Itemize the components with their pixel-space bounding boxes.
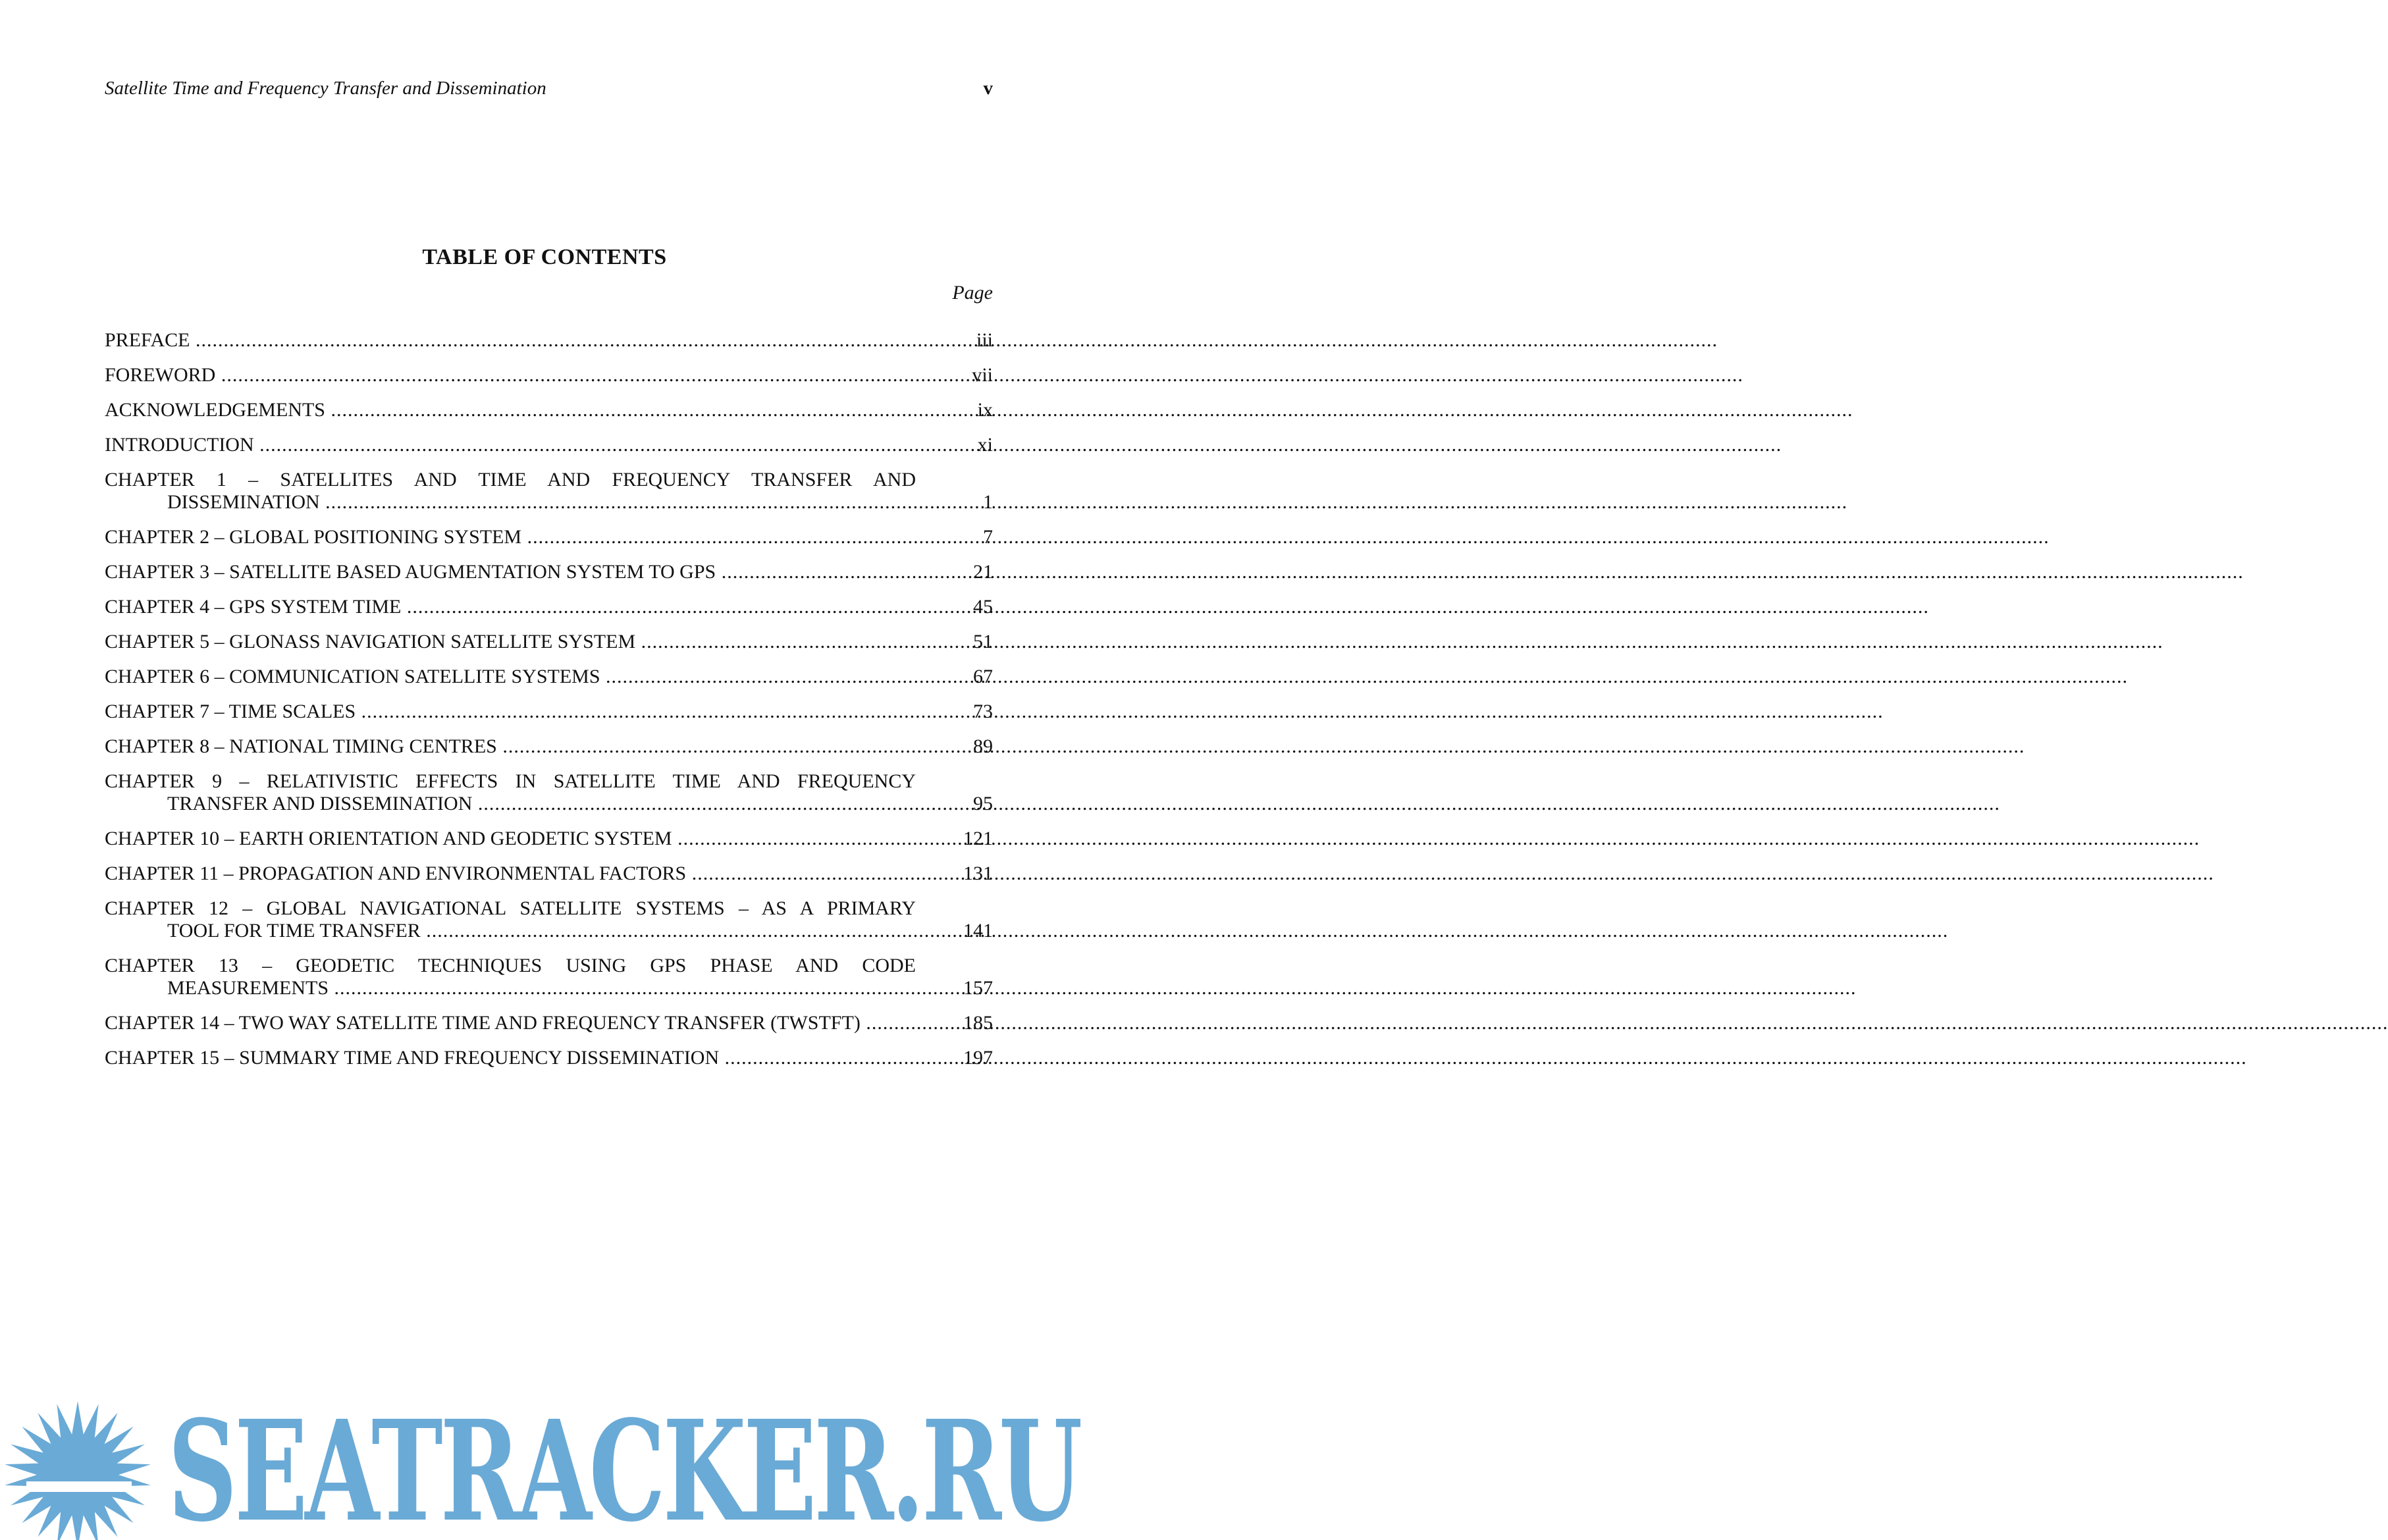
toc-entry-title-line1: CHAPTER 12 – GLOBAL NAVIGATIONAL SATELLITE SYSTEMS – AS A PRIMARY [105,897,916,919]
toc-entry-title [105,770,916,815]
toc-entry-page: 21 [973,561,993,583]
toc-entry-title: CHAPTER 8 – NATIONAL TIMING CENTRES ..... [105,735,916,758]
toc-entry[interactable] [105,526,993,548]
toc-entry-title: CHAPTER 7 – TIME SCALES ..... [105,701,916,723]
toc-entry[interactable] [105,828,993,850]
toc-entry[interactable] [105,770,993,815]
toc-entry-page: 1 [983,491,993,513]
toc-entry[interactable] [105,735,993,758]
toc-entry-title-line2: TOOL FOR TIME TRANSFER ..... [105,920,916,942]
toc-entry[interactable] [105,666,993,688]
toc-entry-title: FOREWORD ..... [105,364,916,386]
toc-entry[interactable] [105,631,993,653]
toc-entry-title [105,955,916,999]
toc-entry[interactable] [105,1012,993,1034]
sun-disk [40,1437,116,1513]
page-column-label: Page [952,282,993,304]
toc-entry[interactable] [105,329,993,352]
watermark [0,1383,1089,1540]
toc-entry-page: vii [972,364,993,386]
toc-entry-title-line2: TRANSFER AND DISSEMINATION ..... [105,793,916,815]
toc-entry-title [105,897,916,942]
toc-entry-title: CHAPTER 2 – GLOBAL POSITIONING SYSTEM ..... [105,526,916,548]
watermark-graphic [0,1383,1089,1540]
toc-entry-title: CHAPTER 6 – COMMUNICATION SATELLITE SYSTEMS ..... [105,666,916,688]
toc-entry[interactable] [105,596,993,618]
toc-entry-page: 131 [963,863,993,884]
horizon-band [26,1481,132,1492]
toc-entry-page: xi [977,434,993,456]
toc-entry[interactable] [105,863,993,885]
toc-entry-page: 89 [973,735,993,757]
toc-entry[interactable] [105,399,993,421]
toc-entry-title: CHAPTER 14 – TWO WAY SATELLITE TIME AND FREQUENCY TRANSFER (TWSTFT) ..... [105,1012,916,1034]
toc-entry-page: 7 [983,526,993,548]
toc-entry-title: CHAPTER 4 – GPS SYSTEM TIME ..... [105,596,916,618]
toc-entry-page: iii [976,329,993,351]
toc-list [105,329,993,1082]
toc-entry-page: 67 [973,666,993,687]
toc-entry-page: 141 [963,920,993,942]
toc-entry-title: CHAPTER 15 – SUMMARY TIME AND FREQUENCY DISSEMINATION ..... [105,1047,916,1069]
toc-entry-page: 45 [973,596,993,618]
toc-entry-title [105,469,916,514]
toc-entry[interactable] [105,561,993,583]
toc-entry-page: 185 [963,1012,993,1034]
folio-page-number: v [983,78,993,99]
toc-entry[interactable] [105,364,993,386]
toc-entry-page: 157 [963,977,993,999]
toc-entry-page: 95 [973,793,993,814]
toc-entry-title-line1: CHAPTER 1 – SATELLITES AND TIME AND FREQUENCY TRANSFER AND [105,469,916,491]
toc-entry-title: CHAPTER 3 – SATELLITE BASED AUGMENTATION SYSTEM TO GPS ..... [105,561,916,583]
toc-entry-title-line1: CHAPTER 9 – RELATIVISTIC EFFECTS IN SATELLITE TIME AND FREQUENCY [105,770,916,792]
toc-entry[interactable] [105,897,993,942]
toc-heading: TABLE OF CONTENTS [422,245,667,269]
toc-entry-page: 197 [963,1047,993,1069]
toc-entry-title: PREFACE ..... [105,329,916,352]
toc-entry-page: ix [977,399,993,421]
toc-entry[interactable] [105,701,993,723]
toc-entry-page: 121 [963,828,993,849]
running-header [105,78,993,99]
toc-entry-title: ACKNOWLEDGEMENTS ..... [105,399,916,421]
toc-entry[interactable] [105,434,993,456]
toc-entry-title: CHAPTER 5 – GLONASS NAVIGATION SATELLITE SYSTEM ..... [105,631,916,653]
toc-entry-title: CHAPTER 11 – PROPAGATION AND ENVIRONMENTAL FACTORS ..... [105,863,916,885]
toc-entry-title-line1: CHAPTER 13 – GEODETIC TECHNIQUES USING GPS PHASE AND CODE [105,955,916,976]
watermark-text: SEATRACKER.RU [168,1390,1081,1540]
toc-entry-title: INTRODUCTION ..... [105,434,916,456]
toc-entry-title-line2: MEASUREMENTS ..... [105,977,916,999]
running-title: Satellite Time and Frequency Transfer and Dissemination [105,78,546,99]
sun-burst-icon [5,1401,151,1540]
toc-entry-title-line2: DISSEMINATION ..... [105,491,916,514]
toc-entry-page: 73 [973,701,993,722]
toc-entry[interactable] [105,469,993,514]
toc-entry[interactable] [105,955,993,999]
toc-entry-page: 51 [973,631,993,652]
toc-entry[interactable] [105,1047,993,1069]
toc-entry-title: CHAPTER 10 – EARTH ORIENTATION AND GEODETIC SYSTEM ..... [105,828,916,850]
